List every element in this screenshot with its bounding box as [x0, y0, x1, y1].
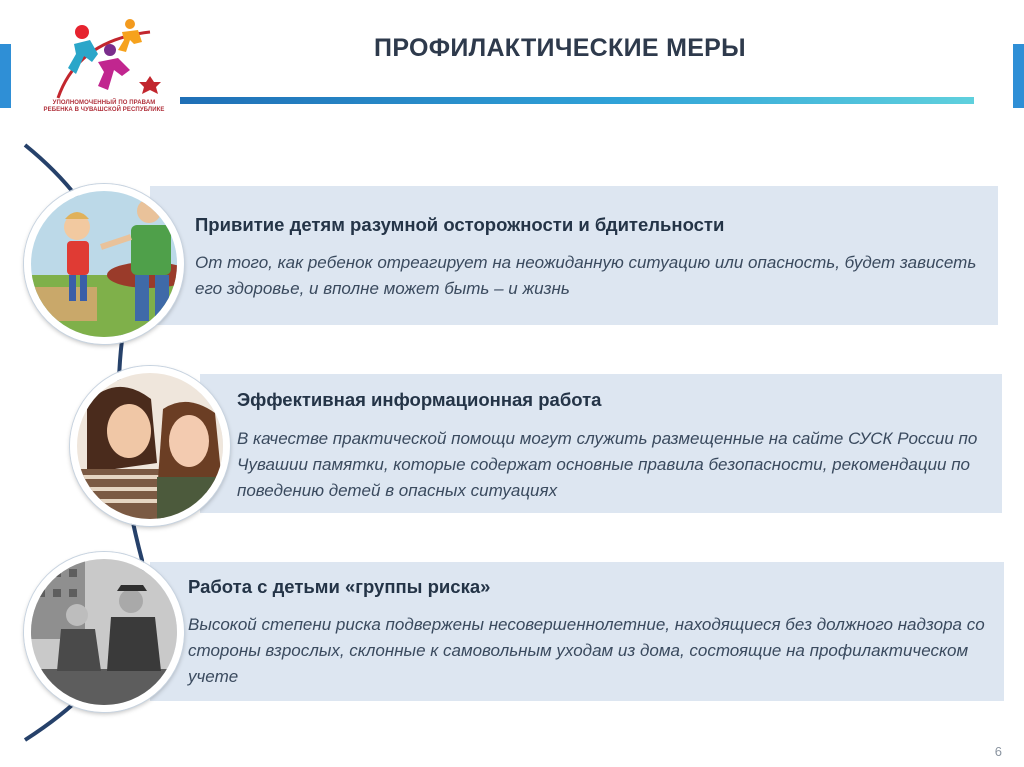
measure-text-1: От того, как ребенок отреагирует на неожиданную ситуацию или опасность, будет зависеть его здоровье, и вполне может быть – и жизнь [195, 253, 977, 298]
title-underline [180, 97, 974, 104]
page-number: 6 [994, 744, 1002, 759]
photo-mother-daughter [70, 366, 230, 526]
page-title: ПРОФИЛАКТИЧЕСКИЕ МЕРЫ [374, 34, 746, 62]
measure-title-2: Эффективная информационная работа [237, 389, 602, 410]
measure-text-3: Высокой степени риска подвержены несовершеннолетние, находящиеся без должного надзора со стороны взрослых, склонные к самовольным уходам из дома, состоящие на профилактическом учете [188, 615, 985, 686]
measure-title-3: Работа с детьми «группы риска» [188, 576, 491, 597]
photo-teenagers [24, 552, 184, 712]
logo-caption: УПОЛНОМОЧЕННЫЙ ПО ПРАВАМ РЕБЕНКА В ЧУВАШСКОЙ РЕСПУБЛИКЕ [43, 100, 165, 113]
photo-child-stranger [24, 184, 184, 344]
measure-title-1: Привитие детям разумной осторожности и бдительности [195, 214, 725, 235]
right-accent-bar [1013, 44, 1024, 108]
left-accent-bar [0, 44, 11, 108]
measure-text-2: В качестве практической помощи могут служить размещенные на сайте СУСК России по Чувашии памятки, которые содержат основные правила безопасности, рекомендации по поведению детей в опасных ситуациях [237, 429, 978, 500]
